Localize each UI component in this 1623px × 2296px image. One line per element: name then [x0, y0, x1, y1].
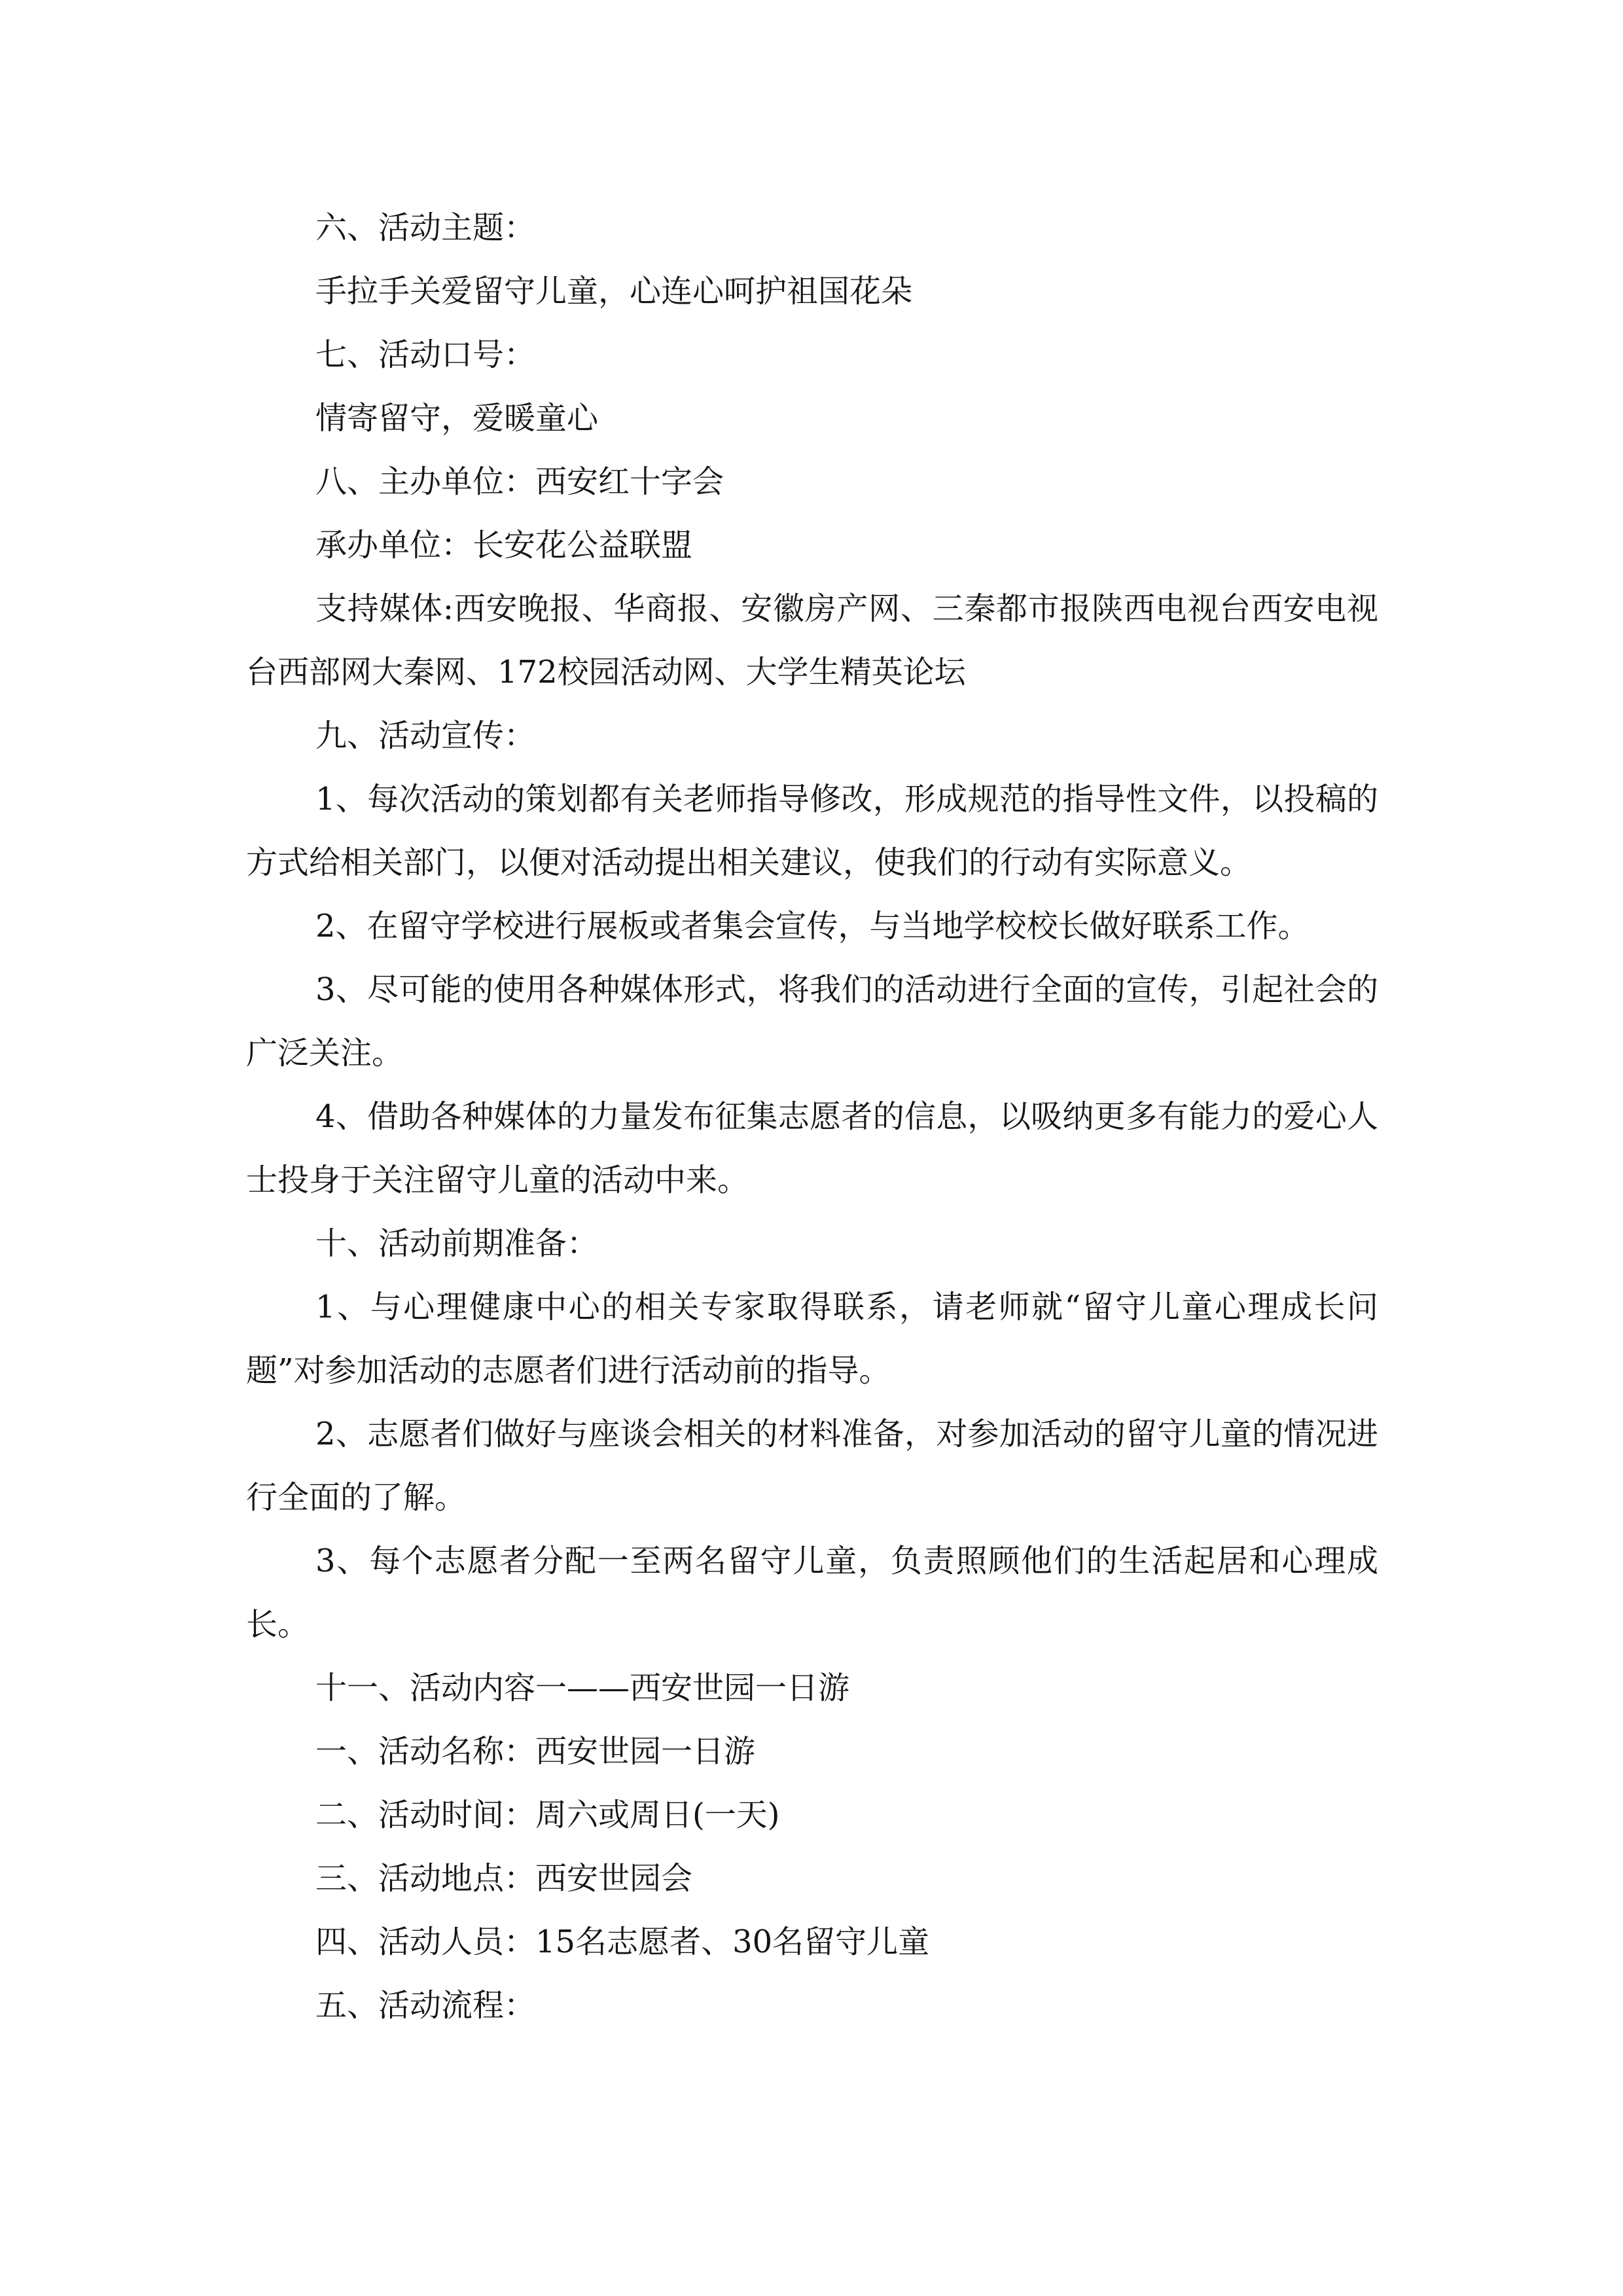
- activity-process-heading: 五、活动流程：: [315, 1987, 536, 2024]
- heading-publicity: 九、活动宣传：: [315, 717, 536, 754]
- preparation-item-3: 3、每个志愿者分配一至两名留守儿童，负责照顾他们的生活起居和心理成长。: [246, 1543, 1378, 1643]
- activity-theme-text: 手拉手关爱留守儿童，心连心呵护祖国花朵: [315, 273, 913, 310]
- organizer-line: 八、主办单位：西安红十字会: [315, 463, 724, 500]
- heading-activity-slogan: 七、活动口号：: [315, 336, 536, 373]
- heading-activity-theme: 六、活动主题：: [315, 209, 536, 246]
- document-body: [246, 196, 1378, 2037]
- publicity-item-1: 1、每次活动的策划都有关老师指导修改，形成规范的指导性文件，以投稿的方式给相关部门，以便对活动提出相关建议，使我们的行动有实际意义。: [246, 781, 1378, 881]
- publicity-item-3: 3、尽可能的使用各种媒体形式，将我们的活动进行全面的宣传，引起社会的广泛关注。: [246, 971, 1378, 1071]
- preparation-item-1: 1、与心理健康中心的相关专家取得联系，请老师就“留守儿童心理成长问题”对参加活动的志愿者们进行活动前的指导。: [246, 1289, 1378, 1389]
- publicity-item-4: 4、借助各种媒体的力量发布征集志愿者的信息，以吸纳更多有能力的爱心人士投身于关注留守儿童的活动中来。: [246, 1098, 1378, 1198]
- heading-activity-content-one: 十一、活动内容一——西安世园一日游: [315, 1670, 850, 1706]
- activity-name-line: 一、活动名称：西安世园一日游: [315, 1733, 756, 1770]
- activity-participants-line: 四、活动人员：15名志愿者、30名留守儿童: [315, 1924, 930, 1960]
- publicity-item-2: 2、在留守学校进行展板或者集会宣传，与当地学校校长做好联系工作。: [315, 908, 1310, 944]
- preparation-item-2: 2、志愿者们做好与座谈会相关的材料准备，对参加活动的留守儿童的情况进行全面的了解。: [246, 1416, 1378, 1516]
- activity-slogan-text: 情寄留守，爱暖童心: [315, 400, 599, 437]
- activity-location-line: 三、活动地点：西安世园会: [315, 1860, 693, 1897]
- supporting-media-paragraph: 支持媒体:西安晚报、华商报、安徽房产网、三秦都市报陕西电视台西安电视台西部网大秦网、172校园活动网、大学生精英论坛: [246, 590, 1378, 691]
- activity-time-line: 二、活动时间：周六或周日(一天): [315, 1797, 780, 1833]
- heading-preparation: 十、活动前期准备：: [315, 1225, 599, 1262]
- co-organizer-line: 承办单位：长安花公益联盟: [315, 527, 693, 564]
